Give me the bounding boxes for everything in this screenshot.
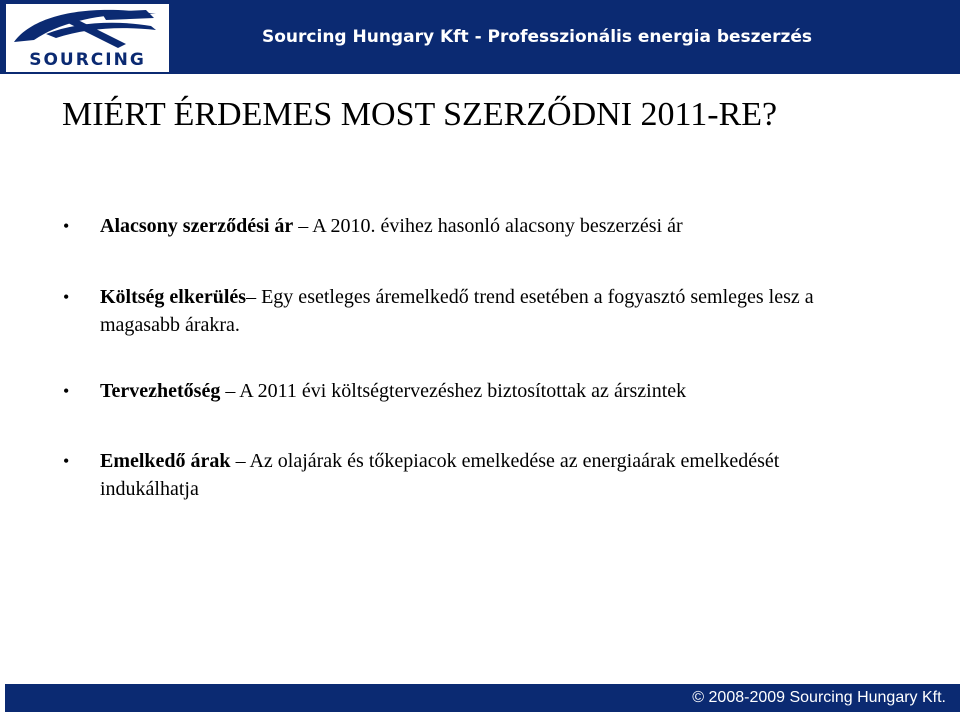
bullet-dot-icon: • <box>63 381 70 401</box>
bullet-text: – Az olajárak és tőkepiacok emelkedése az energiaárak emelkedését indukálhatja <box>100 450 780 500</box>
header-bar <box>0 0 960 74</box>
page-title: MIÉRT ÉRDEMES MOST SZERZŐDNI 2011-RE? <box>62 96 778 133</box>
bullet-heading: Tervezhetőség <box>100 380 221 402</box>
logo-text: SOURCING <box>29 50 146 70</box>
bullet-dot-icon: • <box>63 451 70 471</box>
bullet-heading: Költség elkerülés <box>100 286 247 308</box>
bullet-item <box>63 212 880 240</box>
bullet-heading: Alacsony szerződési ár <box>100 215 294 237</box>
bullet-item <box>63 283 880 339</box>
bullet-item <box>63 377 880 405</box>
footer-bar <box>5 684 960 712</box>
header-title: Sourcing Hungary Kft - Professzionális energia beszerzés <box>262 27 813 47</box>
logo-swoosh-icon <box>6 4 169 54</box>
bullet-text: – A 2011 évi költségtervezéshez biztosítottak az árszintek <box>220 380 687 402</box>
bullet-text: – Egy esetleges áremelkedő trend esetében a fogyasztó semleges lesz a magasabb árakra. <box>100 286 814 336</box>
bullet-dot-icon: • <box>63 216 70 236</box>
bullet-heading: Emelkedő árak <box>100 450 231 472</box>
bullet-item <box>63 447 880 503</box>
company-logo <box>6 4 169 72</box>
bullet-dot-icon: • <box>63 287 70 307</box>
footer-copyright: © 2008-2009 Sourcing Hungary Kft. <box>692 689 946 706</box>
bullet-text: – A 2010. évihez hasonló alacsony beszerzési ár <box>293 215 683 237</box>
